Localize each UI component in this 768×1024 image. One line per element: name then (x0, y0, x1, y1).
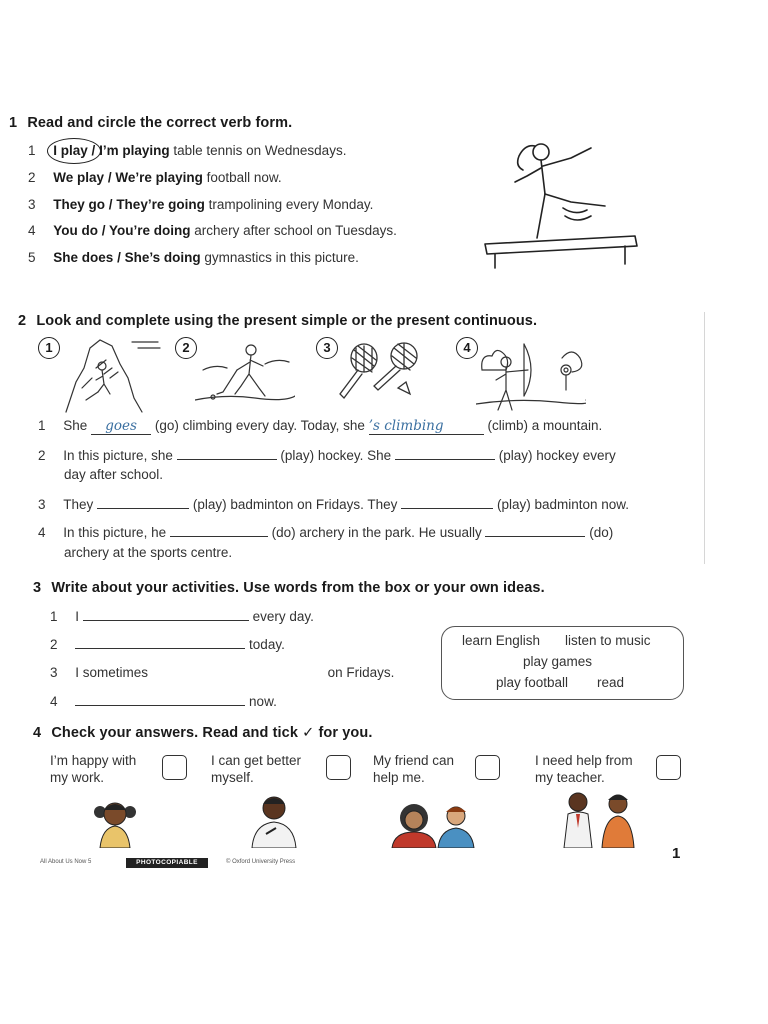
tick-box-2[interactable] (326, 755, 351, 780)
tick-option-3: My friend can help me. (373, 753, 455, 785)
ex3-item-1: 1 I every day. (50, 609, 314, 624)
answer-blank[interactable] (91, 418, 151, 435)
word-box-item: listen to music (565, 633, 651, 648)
archery-picture (476, 340, 586, 414)
exercise-title: Read and circle the correct verb form. (27, 115, 293, 131)
gymnast-illustration (475, 136, 645, 271)
ex2-item-1: 1 She goes (go) climbing every day. Today, she ’s climbing (climb) a mountain. (38, 418, 603, 434)
tick-box-3[interactable] (475, 755, 500, 780)
boy-thinking-illustration (246, 792, 302, 848)
ex2-item-2-cont: day after school. (64, 467, 164, 482)
ex3-item-4: 4 now. (50, 694, 277, 709)
ex2-item-4: 4 In this picture, he (do) archery in the park. He usually (do) (38, 525, 614, 540)
picture-number-3: 3 (316, 337, 338, 359)
ex1-item-5: 5 She does / She’s doing gymnastics in this picture. (28, 250, 359, 265)
answer-blank[interactable] (75, 705, 245, 706)
option-a[interactable]: I play (53, 143, 88, 158)
picture-number-4: 4 (456, 337, 478, 359)
ex1-item-1: 1 I play / I’m playing table tennis on Wednesdays. (28, 143, 346, 158)
hockey-picture (195, 340, 295, 412)
tick-box-4[interactable] (656, 755, 681, 780)
book-title: All About Us Now 5 (40, 859, 92, 865)
picture-number-1: 1 (38, 337, 60, 359)
exercise-title: Check your answers. Read and tick ✓ for you. (51, 725, 373, 741)
tick-option-4: I need help from my teacher. (535, 753, 633, 785)
answer-blank[interactable] (395, 459, 495, 460)
section-divider (704, 312, 705, 564)
exercise-number: 4 (33, 725, 42, 741)
exercise-3-heading (33, 580, 545, 596)
option-b[interactable]: They’re going (116, 197, 205, 212)
picture-number-2: 2 (175, 337, 197, 359)
answer-blank[interactable] (369, 418, 484, 435)
option-b[interactable]: I’m playing (99, 143, 170, 158)
climbing-picture (62, 338, 162, 414)
tick-option-1: I’m happy with my work. (50, 753, 137, 785)
answer-blank[interactable] (83, 620, 249, 621)
handwritten-answer: ’s climbing (368, 418, 444, 434)
word-box-item: play games (523, 654, 593, 669)
exercise-title: Write about your activities. Use words from the box or your own ideas. (51, 580, 545, 596)
ex2-item-3: 3 They (play) badminton on Fridays. They (play) badminton now. (38, 497, 630, 512)
photocopiable-badge: PHOTOCOPIABLE (126, 858, 208, 868)
tick-option-2: I can get better myself. (211, 753, 302, 785)
exercise-1-heading (9, 115, 292, 131)
ex2-item-4-cont: archery at the sports centre. (64, 545, 233, 560)
option-b[interactable]: She’s doing (124, 250, 201, 265)
answer-blank[interactable] (97, 508, 189, 509)
word-box-item: play football (496, 675, 569, 690)
girl-illustration (90, 798, 140, 848)
exercise-number: 1 (9, 115, 18, 131)
option-b[interactable]: We’re playing (115, 170, 203, 185)
option-b[interactable]: You’re doing (109, 223, 191, 238)
ex2-item-2: 2 In this picture, she (play) hockey. She (play) hockey every (38, 448, 616, 463)
ex1-item-2: 2 We play / We’re playing football now. (28, 170, 282, 185)
ex1-item-4: 4 You do / You’re doing archery after school on Tuesdays. (28, 223, 397, 238)
answer-blank[interactable] (401, 508, 493, 509)
copyright: © Oxford University Press (226, 859, 296, 865)
option-a[interactable]: You do (53, 223, 99, 238)
option-a[interactable]: We play (53, 170, 105, 185)
answer-blank[interactable] (177, 459, 277, 460)
ex1-item-3: 3 They go / They’re going trampolining every Monday. (28, 197, 374, 212)
exercise-number: 2 (18, 313, 27, 329)
option-a[interactable]: She does (53, 250, 114, 265)
page-number: 1 (672, 845, 681, 862)
ex3-item-2: 2 today. (50, 637, 285, 652)
exercise-number: 3 (33, 580, 42, 596)
exercise-title: Look and complete using the present simple or the present continuous. (36, 313, 538, 329)
circled-answer (47, 138, 101, 164)
friends-illustration (386, 800, 482, 848)
word-box-item: learn English (462, 633, 541, 648)
answer-blank[interactable] (485, 536, 585, 537)
exercise-4-heading (33, 725, 372, 741)
word-box-item: read (597, 675, 625, 690)
exercise-2-heading (18, 313, 537, 329)
handwritten-answer: goes (105, 418, 137, 434)
option-a[interactable]: They go (53, 197, 106, 212)
tick-box-1[interactable] (162, 755, 187, 780)
answer-blank[interactable] (170, 536, 268, 537)
badminton-picture (334, 342, 434, 402)
answer-blank[interactable] (75, 648, 245, 649)
teacher-student-illustration (556, 788, 642, 848)
ex3-item-3: 3 I sometimes on Fridays. (50, 665, 395, 680)
